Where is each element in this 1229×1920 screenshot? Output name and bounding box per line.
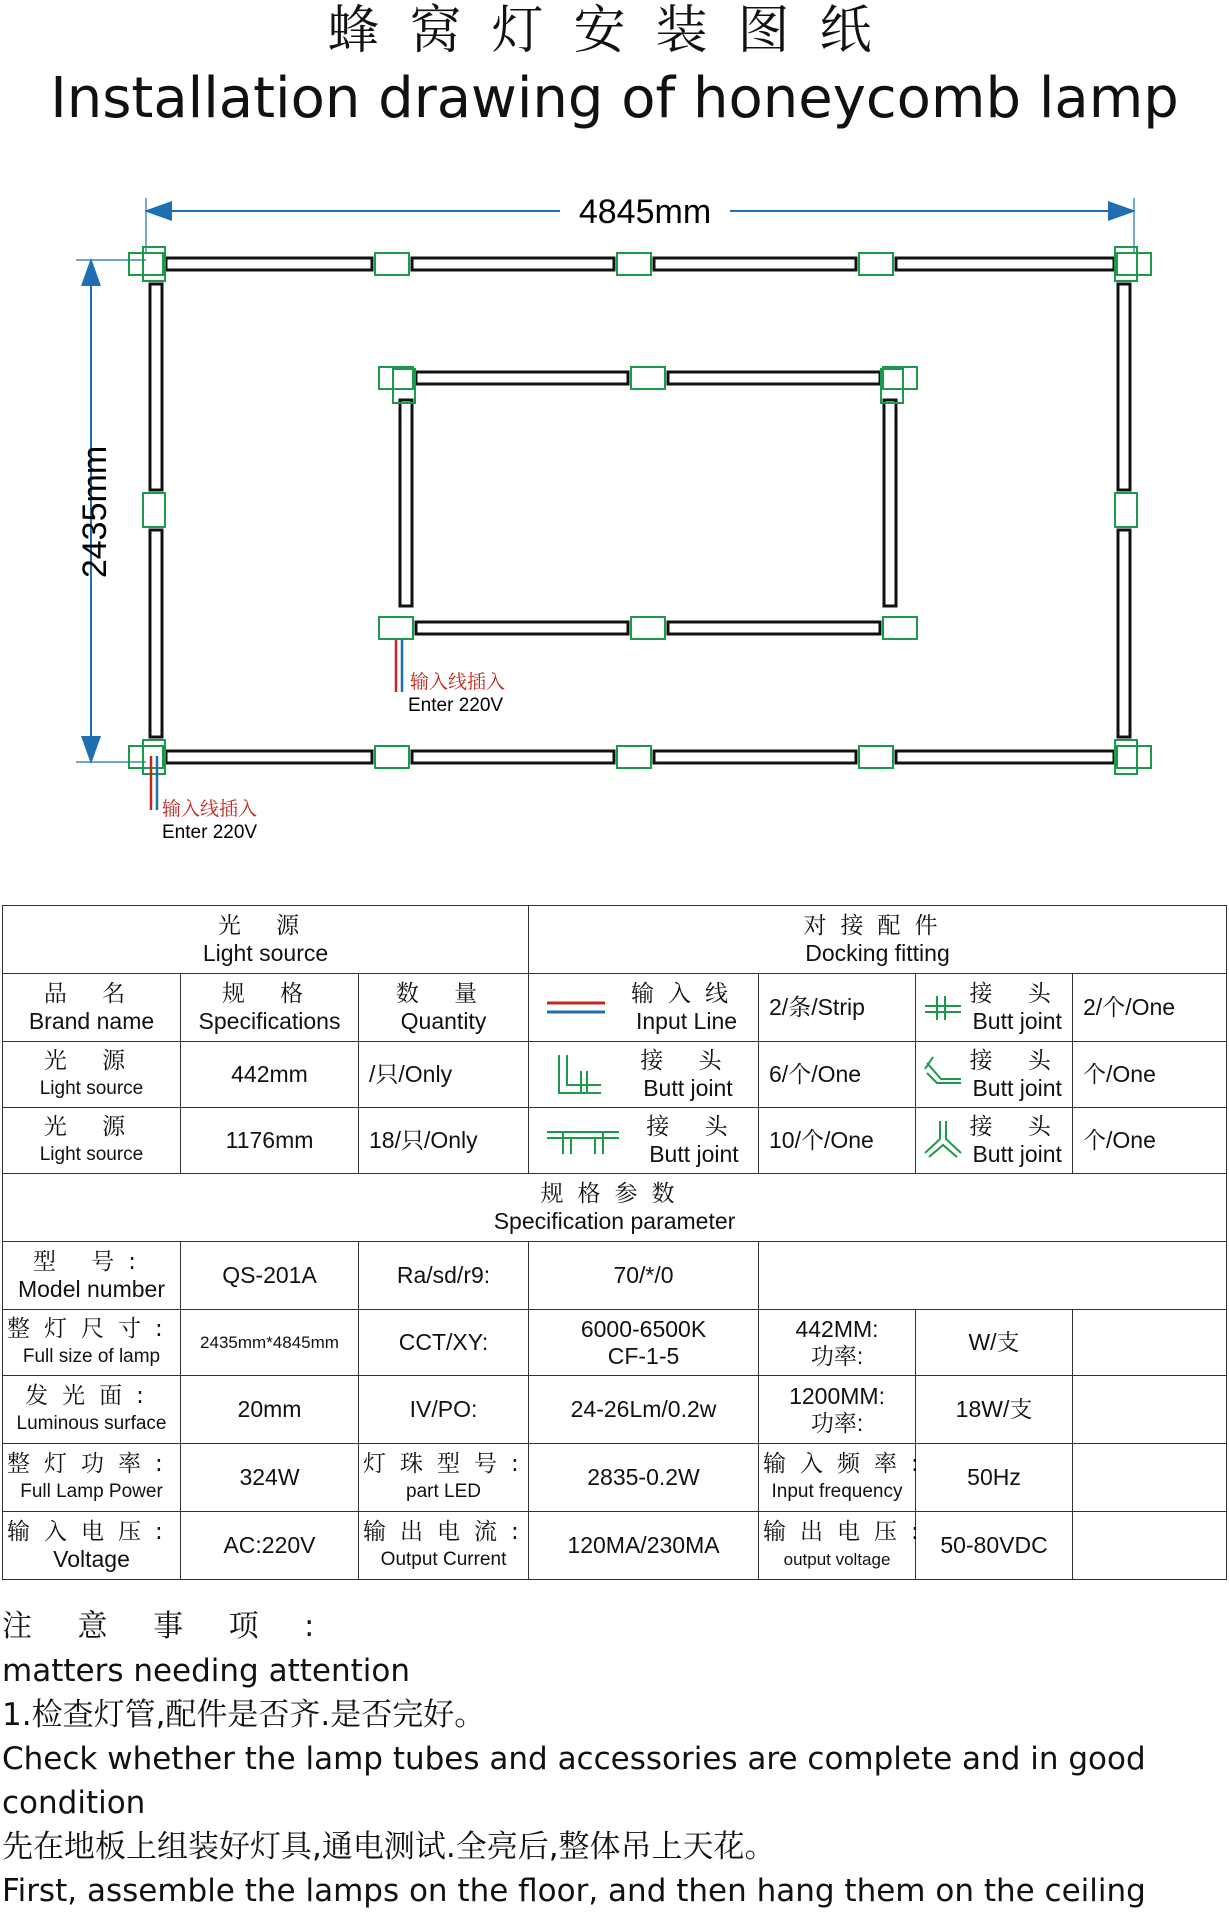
outer-input-label-cn: 输入线插入 (162, 798, 258, 820)
butt-joint (379, 617, 413, 639)
y-joint-icon (923, 1119, 963, 1163)
row2-spec: 1176mm (181, 1108, 359, 1174)
power-1200-label: 1200MM: 功率: (759, 1376, 916, 1444)
l-joint-icon (551, 1053, 603, 1097)
lamp-tube (412, 258, 614, 270)
butt-joint (859, 253, 893, 275)
row1-spec: 442mm (181, 1042, 359, 1108)
full-lamp-power-value: 324W (181, 1444, 359, 1512)
title-english: Installation drawing of honeycomb lamp (50, 66, 1179, 131)
lamp-tube (416, 372, 628, 384)
butt-joint (1115, 493, 1137, 527)
butt-joints (129, 247, 1151, 774)
installation-drawing (0, 180, 1229, 860)
butt-joint (881, 369, 903, 403)
outer-input-wire (151, 756, 257, 843)
full-size-value: 2435mm*4845mm (181, 1310, 359, 1376)
output-voltage-value: 50-80VDC (916, 1512, 1073, 1580)
outer-input-label-en: Enter 220V (162, 822, 258, 843)
row2-qty: 18/只/Only (359, 1108, 529, 1174)
spec-table (2, 905, 1227, 1580)
row2-name: 光 源 Light source (3, 1108, 181, 1174)
voltage-label: 输入电压: Voltage (3, 1512, 181, 1580)
butt-joint (1117, 253, 1151, 275)
butt-joint (375, 253, 409, 275)
row1-qty: /只/Only (359, 1042, 529, 1108)
lamp-tube (416, 622, 628, 634)
voltage-value: AC:220V (181, 1512, 359, 1580)
lamp-tube (654, 258, 856, 270)
notes-title-en: matters needing attention (2, 1653, 410, 1689)
lamp-tube (668, 372, 880, 384)
power-442-label: 442MM: 功率: (759, 1310, 916, 1376)
luminous-surface-label: 发光面: Luminous surface (3, 1376, 181, 1444)
title-chinese: 蜂窝灯安装图纸 (327, 1, 902, 61)
lamp-tube (1118, 284, 1130, 490)
lamp-tube (654, 751, 856, 763)
butt-joint (883, 617, 917, 639)
butt-joint (617, 746, 651, 768)
fitting-input-line: 输入线 Input Line (529, 974, 759, 1042)
brand-name-header: 品 名 Brand name (3, 974, 181, 1042)
output-voltage-label: 输出电压: output voltage (759, 1512, 916, 1580)
fitting-y-joint: 接 头 Butt joint (916, 1108, 1073, 1174)
led-label: 灯珠型号: part LED (359, 1444, 529, 1512)
docking-fitting-header: 对接配件 Docking fitting (529, 906, 1227, 974)
fitting-t-joint-qty: 2/个/One (1073, 974, 1227, 1042)
butt-joint (143, 493, 165, 527)
butt-joint (1117, 746, 1151, 768)
straight-joint-icon (545, 1126, 621, 1156)
butt-joint (375, 746, 409, 768)
led-value: 2835-0.2W (529, 1444, 759, 1512)
lamp-tube (896, 258, 1114, 270)
height-dimension-label: 2435mm (76, 445, 114, 579)
fitting-angle-joint: 接 头 Butt joint (916, 1042, 1073, 1108)
butt-joint (379, 367, 413, 389)
butt-joint (617, 253, 651, 275)
luminous-surface-value: 20mm (181, 1376, 359, 1444)
lamp-tube (1118, 530, 1130, 737)
fitting-straight-joint-qty: 10/个/One (759, 1108, 916, 1174)
fitting-t-joint: 接 头 Butt joint (916, 974, 1073, 1042)
ra-label: Ra/sd/r9: (359, 1242, 529, 1310)
ivpo-value: 24-26Lm/0.2w (529, 1376, 759, 1444)
note-2-en: First, assemble the lamps on the floor, and then hang them on the ceiling (2, 1873, 1146, 1909)
row1-name: 光 源 Light source (3, 1042, 181, 1108)
ivpo-label: IV/PO: (359, 1376, 529, 1444)
angle-joint-icon (923, 1055, 963, 1095)
fitting-straight-joint: 接 头 Butt joint (529, 1108, 759, 1174)
lamp-tube (150, 284, 162, 490)
lamp-tubes (150, 258, 1130, 763)
output-current-label: 输出电流: Output Current (359, 1512, 529, 1580)
notes-title-cn: 注 意 事 项 : (2, 1609, 333, 1644)
notes-section (2, 1605, 1226, 1913)
width-dimension-label: 4845mm (578, 193, 712, 231)
inner-input-label-en: Enter 220V (408, 695, 504, 716)
butt-joint (631, 367, 665, 389)
cct-label: CCT/XY: (359, 1310, 529, 1376)
butt-joint (883, 367, 917, 389)
fitting-l-joint-qty: 6/个/One (759, 1042, 916, 1108)
note-1-en-cont: condition (2, 1785, 146, 1821)
ra-value: 70/*/0 (529, 1242, 759, 1310)
lamp-tube (668, 622, 880, 634)
quantity-header: 数 量 Quantity (359, 974, 529, 1042)
butt-joint (859, 746, 893, 768)
lamp-tube (166, 258, 372, 270)
inner-input-wire (396, 640, 505, 716)
light-source-header: 光 源 Light source (3, 906, 529, 974)
specifications-header: 规 格 Specifications (181, 974, 359, 1042)
full-size-label: 整灯尺寸: Full size of lamp (3, 1310, 181, 1376)
wire-pair-icon (545, 997, 607, 1019)
lamp-tube (412, 751, 614, 763)
lamp-tube (896, 751, 1114, 763)
t-joint-icon (923, 992, 963, 1024)
fitting-y-joint-qty: 个/One (1073, 1108, 1227, 1174)
model-number-label: 型 号: Model number (3, 1242, 181, 1310)
model-number-value: QS-201A (181, 1242, 359, 1310)
output-current-value: 120MA/230MA (529, 1512, 759, 1580)
note-1-en: Check whether the lamp tubes and accessories are complete and in good (2, 1741, 1146, 1777)
power-442-value: W/支 (916, 1310, 1073, 1376)
lamp-tube (400, 400, 412, 606)
lamp-tube (166, 751, 372, 763)
fitting-input-line-qty: 2/条/Strip (759, 974, 916, 1042)
note-2-cn: 先在地板上组装好灯具,通电测试.全亮后,整体吊上天花。 (2, 1829, 776, 1865)
lamp-tube (884, 400, 896, 606)
butt-joint (129, 253, 163, 275)
fitting-angle-joint-qty: 个/One (1073, 1042, 1227, 1108)
butt-joint (393, 369, 415, 403)
input-frequency-value: 50Hz (916, 1444, 1073, 1512)
power-1200-value: 18W/支 (916, 1376, 1073, 1444)
inner-input-label-cn: 输入线插入 (410, 671, 506, 693)
fitting-l-joint: 接 头 Butt joint (529, 1042, 759, 1108)
lamp-tube (150, 530, 162, 737)
full-lamp-power-label: 整灯功率: Full Lamp Power (3, 1444, 181, 1512)
spec-parameter-header: 规格参数 Specification parameter (3, 1174, 1227, 1242)
butt-joint (631, 617, 665, 639)
cct-value: 6000-6500K CF-1-5 (529, 1310, 759, 1376)
input-frequency-label: 输入频率: Input frequency (759, 1444, 916, 1512)
note-1-cn: 1.检查灯管,配件是否齐.是否完好。 (2, 1697, 486, 1733)
